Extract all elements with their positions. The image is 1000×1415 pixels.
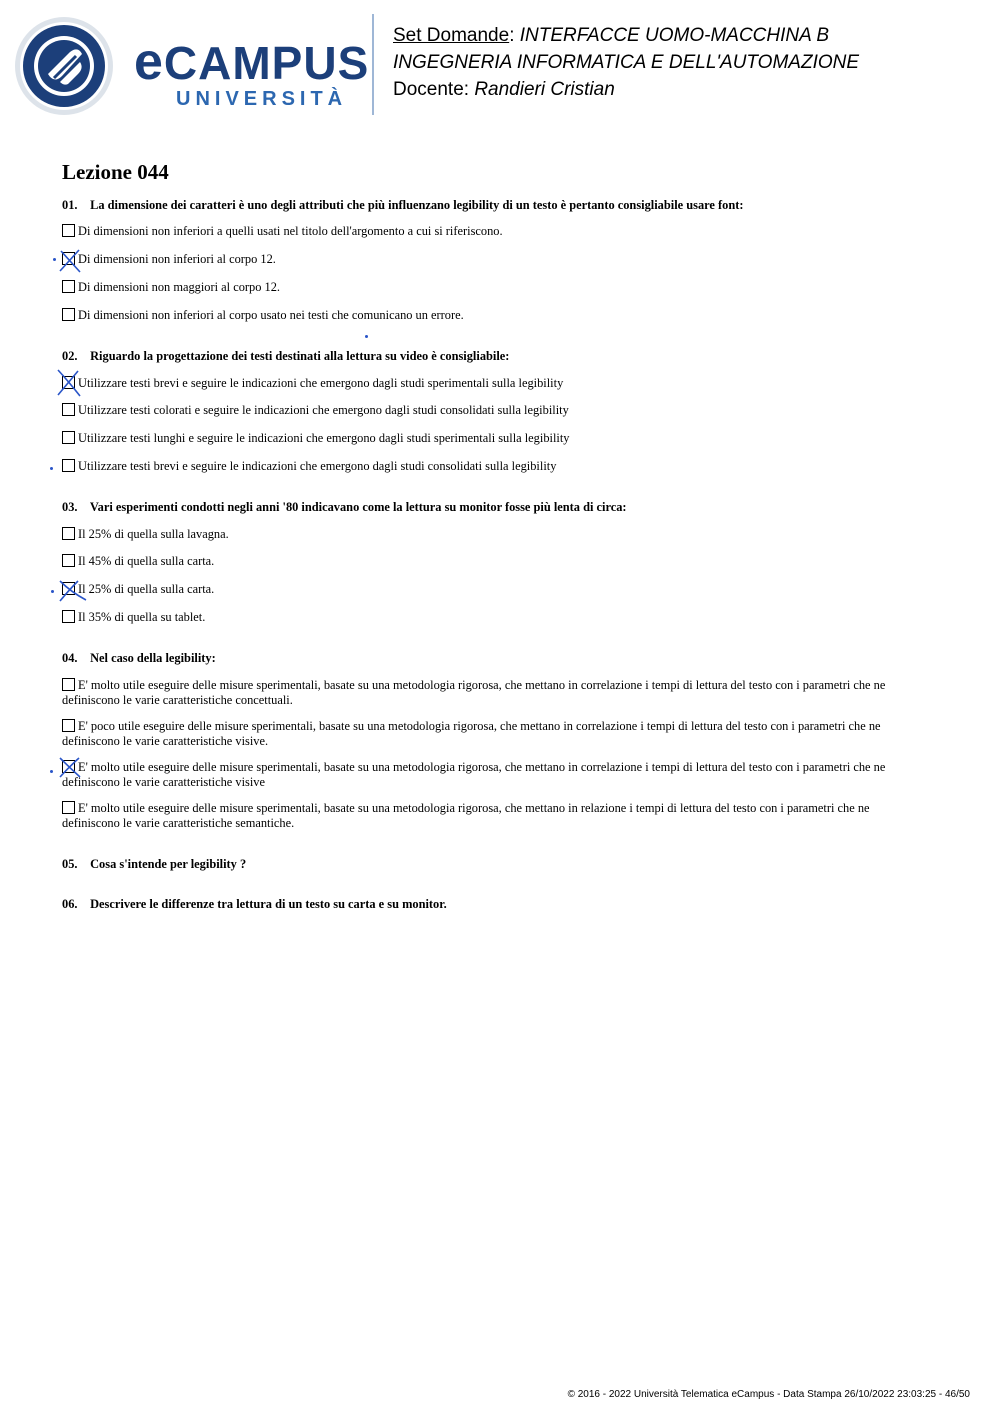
option-row[interactable]: E' molto utile eseguire delle misure sperimentali, basate su una metodologia rigorosa, che mettano in correlazione i tempi di lettura del testo con i parametri che ne definiscono le varie caratteristiche visive <box>62 760 886 789</box>
option-row[interactable]: Di dimensioni non inferiori al corpo 12. <box>62 252 902 267</box>
question-05: 05. Cosa s'intende per legibility ? <box>62 857 247 871</box>
option-row[interactable]: Utilizzare testi colorati e seguire le indicazioni che emergono dagli studi consolidati sulla legibility <box>62 403 902 418</box>
checkbox[interactable] <box>62 252 75 265</box>
checkbox[interactable] <box>62 376 75 389</box>
teacher-line: Docente: Randieri Cristian <box>393 79 615 100</box>
header-divider <box>372 14 374 115</box>
option-row[interactable]: Utilizzare testi brevi e seguire le indicazioni che emergono dagli studi sperimentali sulla legibility <box>62 376 902 391</box>
question-06: 06. Descrivere le differenze tra lettura di un testo su carta e su monitor. <box>62 897 447 911</box>
degree-line: INGEGNERIA INFORMATICA E DELL'AUTOMAZIONE <box>393 52 860 73</box>
checkbox[interactable] <box>62 527 75 540</box>
option-row[interactable]: Di dimensioni non inferiori a quelli usati nel titolo dell'argomento a cui si riferiscono. <box>62 224 902 239</box>
option-row[interactable]: Di dimensioni non maggiori al corpo 12. <box>62 280 902 295</box>
checkbox[interactable] <box>62 224 75 237</box>
pen-dot <box>50 770 53 773</box>
page-footer: © 2016 - 2022 Università Telematica eCampus - Data Stampa 26/10/2022 23:03:25 - 46/50 <box>567 1389 970 1400</box>
checkbox[interactable] <box>62 280 75 293</box>
option-row[interactable]: Il 35% di quella su tablet. <box>62 610 902 625</box>
brand-wordmark: eCAMPUS <box>134 33 370 91</box>
option-row[interactable]: Utilizzare testi lunghi e seguire le indicazioni che emergono dagli studi sperimentali sulla legibility <box>62 431 902 446</box>
course-title: INTERFACCE UOMO-MACCHINA B <box>519 25 830 46</box>
option-row[interactable]: Il 45% di quella sulla carta. <box>62 554 902 569</box>
pen-dot <box>365 335 368 338</box>
question-01: 01. La dimensione dei caratteri è uno degli attributi che più influenzano legibility di un testo è pertanto consigliabile usare font: <box>62 198 744 212</box>
option-row[interactable]: E' molto utile eseguire delle misure sperimentali, basate su una metodologia rigorosa, che mettano in relazione i tempi di lettura del testo con i parametri che ne definiscono le varie caratteristiche semantiche. <box>62 801 870 830</box>
option-row[interactable]: Utilizzare testi brevi e seguire le indicazioni che emergono dagli studi consolidati sulla legibility <box>62 459 902 474</box>
question-02: 02. Riguardo la progettazione dei testi destinati alla lettura su video è consigliabile: <box>62 349 510 363</box>
checkbox[interactable] <box>62 554 75 567</box>
checkbox[interactable] <box>62 678 75 691</box>
option-row[interactable]: Il 25% di quella sulla carta. <box>62 582 902 597</box>
option-row[interactable]: Di dimensioni non inferiori al corpo usato nei testi che comunicano un errore. <box>62 308 902 323</box>
option-row[interactable]: E' molto utile eseguire delle misure sperimentali, basate su una metodologia rigorosa, che mettano in correlazione i tempi di lettura del testo con i parametri che ne definiscono le varie caratteristiche concettuali. <box>62 678 886 707</box>
checkbox[interactable] <box>62 431 75 444</box>
checkbox[interactable] <box>62 719 75 732</box>
option-row[interactable]: Il 25% di quella sulla lavagna. <box>62 527 902 542</box>
checkbox[interactable] <box>62 801 75 814</box>
checkbox[interactable] <box>62 308 75 321</box>
header-info <box>393 22 859 103</box>
checkbox[interactable] <box>62 610 75 623</box>
university-seal-icon <box>14 16 114 116</box>
set-label: Set Domande <box>393 25 510 46</box>
brand-university: UNIVERSITÀ <box>176 88 348 110</box>
pen-dot <box>51 590 54 593</box>
option-row[interactable]: E' poco utile eseguire delle misure sperimentali, basate su una metodologia rigorosa, che mettano in correlazione i tempi di lettura del testo con i parametri che ne definiscono le varie caratteristiche visive. <box>62 719 881 748</box>
checkbox[interactable] <box>62 403 75 416</box>
checkbox[interactable] <box>62 459 75 472</box>
lesson-title: Lezione 044 <box>62 160 169 184</box>
pen-dot <box>50 467 53 470</box>
checkbox[interactable] <box>62 760 75 773</box>
question-04: 04. Nel caso della legibility: <box>62 651 216 665</box>
course-line: Set Domande: INTERFACCE UOMO-MACCHINA B <box>393 25 830 46</box>
question-03: 03. Vari esperimenti condotti negli anni '80 indicavano come la lettura su monitor fosse più lenta di circa: <box>62 500 627 514</box>
pen-dot <box>53 258 56 261</box>
checkbox[interactable] <box>62 582 75 595</box>
ecampus-logo <box>14 16 370 116</box>
teacher-name: Randieri Cristian <box>474 79 615 100</box>
